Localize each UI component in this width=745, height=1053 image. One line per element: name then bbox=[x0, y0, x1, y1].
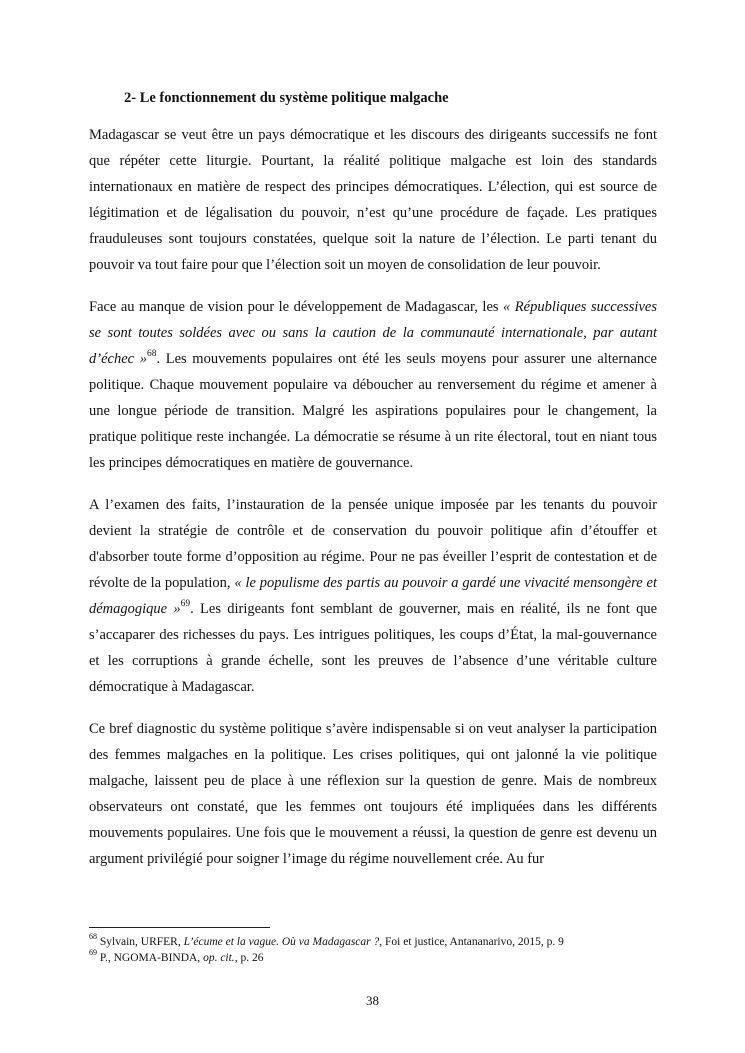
paragraph-2 bbox=[89, 294, 657, 476]
body-text bbox=[89, 122, 657, 872]
paragraph-4: Ce bref diagnostic du système politique s’avère indispensable si on veut analyser la participation des femmes malgaches en la politique. Les crises politiques, qui ont jalonné la vie politique malgache, laissent peu de place à une réflexion sur la question de genre. Mais de nombreux observateurs ont constaté, que les femmes ont toujours été impliquées dans les différents mouvements populaires. Une fois que le mouvement a réussi, la question de genre est devenu un argument privilégié pour soigner l’image du régime nouvellement crée. Au fur bbox=[89, 721, 657, 867]
footnote-author: P., NGOMA-BINDA, bbox=[97, 952, 204, 964]
footnote-number: 68 bbox=[89, 932, 97, 942]
paragraph-3-text-after: . Les dirigeants font semblant de gouverner, mais en réalité, ils ne font que s’accaparer des richesses du pays. Les intrigues politiques, les coups d’État, la mal-gouvernance et les corruptions à grande échelle, sont les preuves de l’absence d’une véritable culture démocratique à Madagascar. bbox=[89, 601, 658, 695]
footnote-separator bbox=[89, 927, 270, 928]
paragraph-1: Madagascar se veut être un pays démocratique et les discours des dirigeants successifs ne font que répéter cette liturgie. Pourtant, la réalité politique malgache est loin des standards internationaux en matière de respect des principes démocratiques. L’élection, qui est source de légitimation et de légalisation du pouvoir, n’est qu’une procédure de façade. Les pratiques frauduleuses sont toujours constatées, quelque soit la nature de l’élection. Le parti tenant du pouvoir va tout faire pour que l’élection soit un moyen de consolidation de leur pouvoir. bbox=[89, 127, 657, 273]
footnote-details: , p. 26 bbox=[234, 952, 264, 964]
section-heading: 2- Le fonctionnement du système politique malgache bbox=[124, 90, 449, 106]
footnote-title: op. cit. bbox=[203, 952, 235, 964]
page-number: 38 bbox=[366, 993, 379, 1008]
paragraph-2-quote: « Républiques successives se sont toutes soldées avec ou sans la caution de la communauté internationale, par autant d’échec » bbox=[89, 299, 657, 367]
footnote-68 bbox=[89, 934, 669, 950]
footnote-title: L’écume et la vague. Où va Madagascar ? bbox=[183, 936, 380, 948]
paragraph-3-quote: « le populisme des partis au pouvoir a gardé une vivacité mensongère et démagogique » bbox=[89, 575, 657, 617]
footnote-author: Sylvain, URFER, bbox=[97, 936, 184, 948]
footnote-details: , Foi et justice, Antananarivo, 2015, p. 9 bbox=[379, 936, 564, 948]
paragraph-3-text-before: A l’examen des faits, l’instauration de la pensée unique imposée par les tenants du pouvoir devient la stratégie de contrôle et de conservation du pouvoir politique afin d’étouffer et d'absorber toute forme d’opposition au régime. Pour ne pas éveiller l’esprit de contestation et de révolte de la population, bbox=[89, 497, 657, 591]
footnote-ref-69: 69 bbox=[180, 599, 191, 610]
footnote-number: 69 bbox=[89, 948, 97, 958]
footnote-69 bbox=[89, 950, 669, 966]
paragraph-2-text-before: Face au manque de vision pour le développement de Madagascar, les bbox=[89, 299, 504, 315]
paragraph-2-text-after: . Les mouvements populaires ont été les seuls moyens pour assurer une alternance politique. Chaque mouvement populaire va déboucher au renversement du régime et amener à une longue période de transition. Malgré les aspirations populaires pour le changement, la pratique politique reste inchangée. La démocratie se résume à un rite électoral, tout en niant tous les principes démocratiques en matière de gouvernance. bbox=[89, 351, 657, 471]
footnotes bbox=[89, 934, 669, 966]
footnote-ref-68: 68 bbox=[146, 349, 157, 360]
paragraph-3 bbox=[89, 492, 657, 700]
